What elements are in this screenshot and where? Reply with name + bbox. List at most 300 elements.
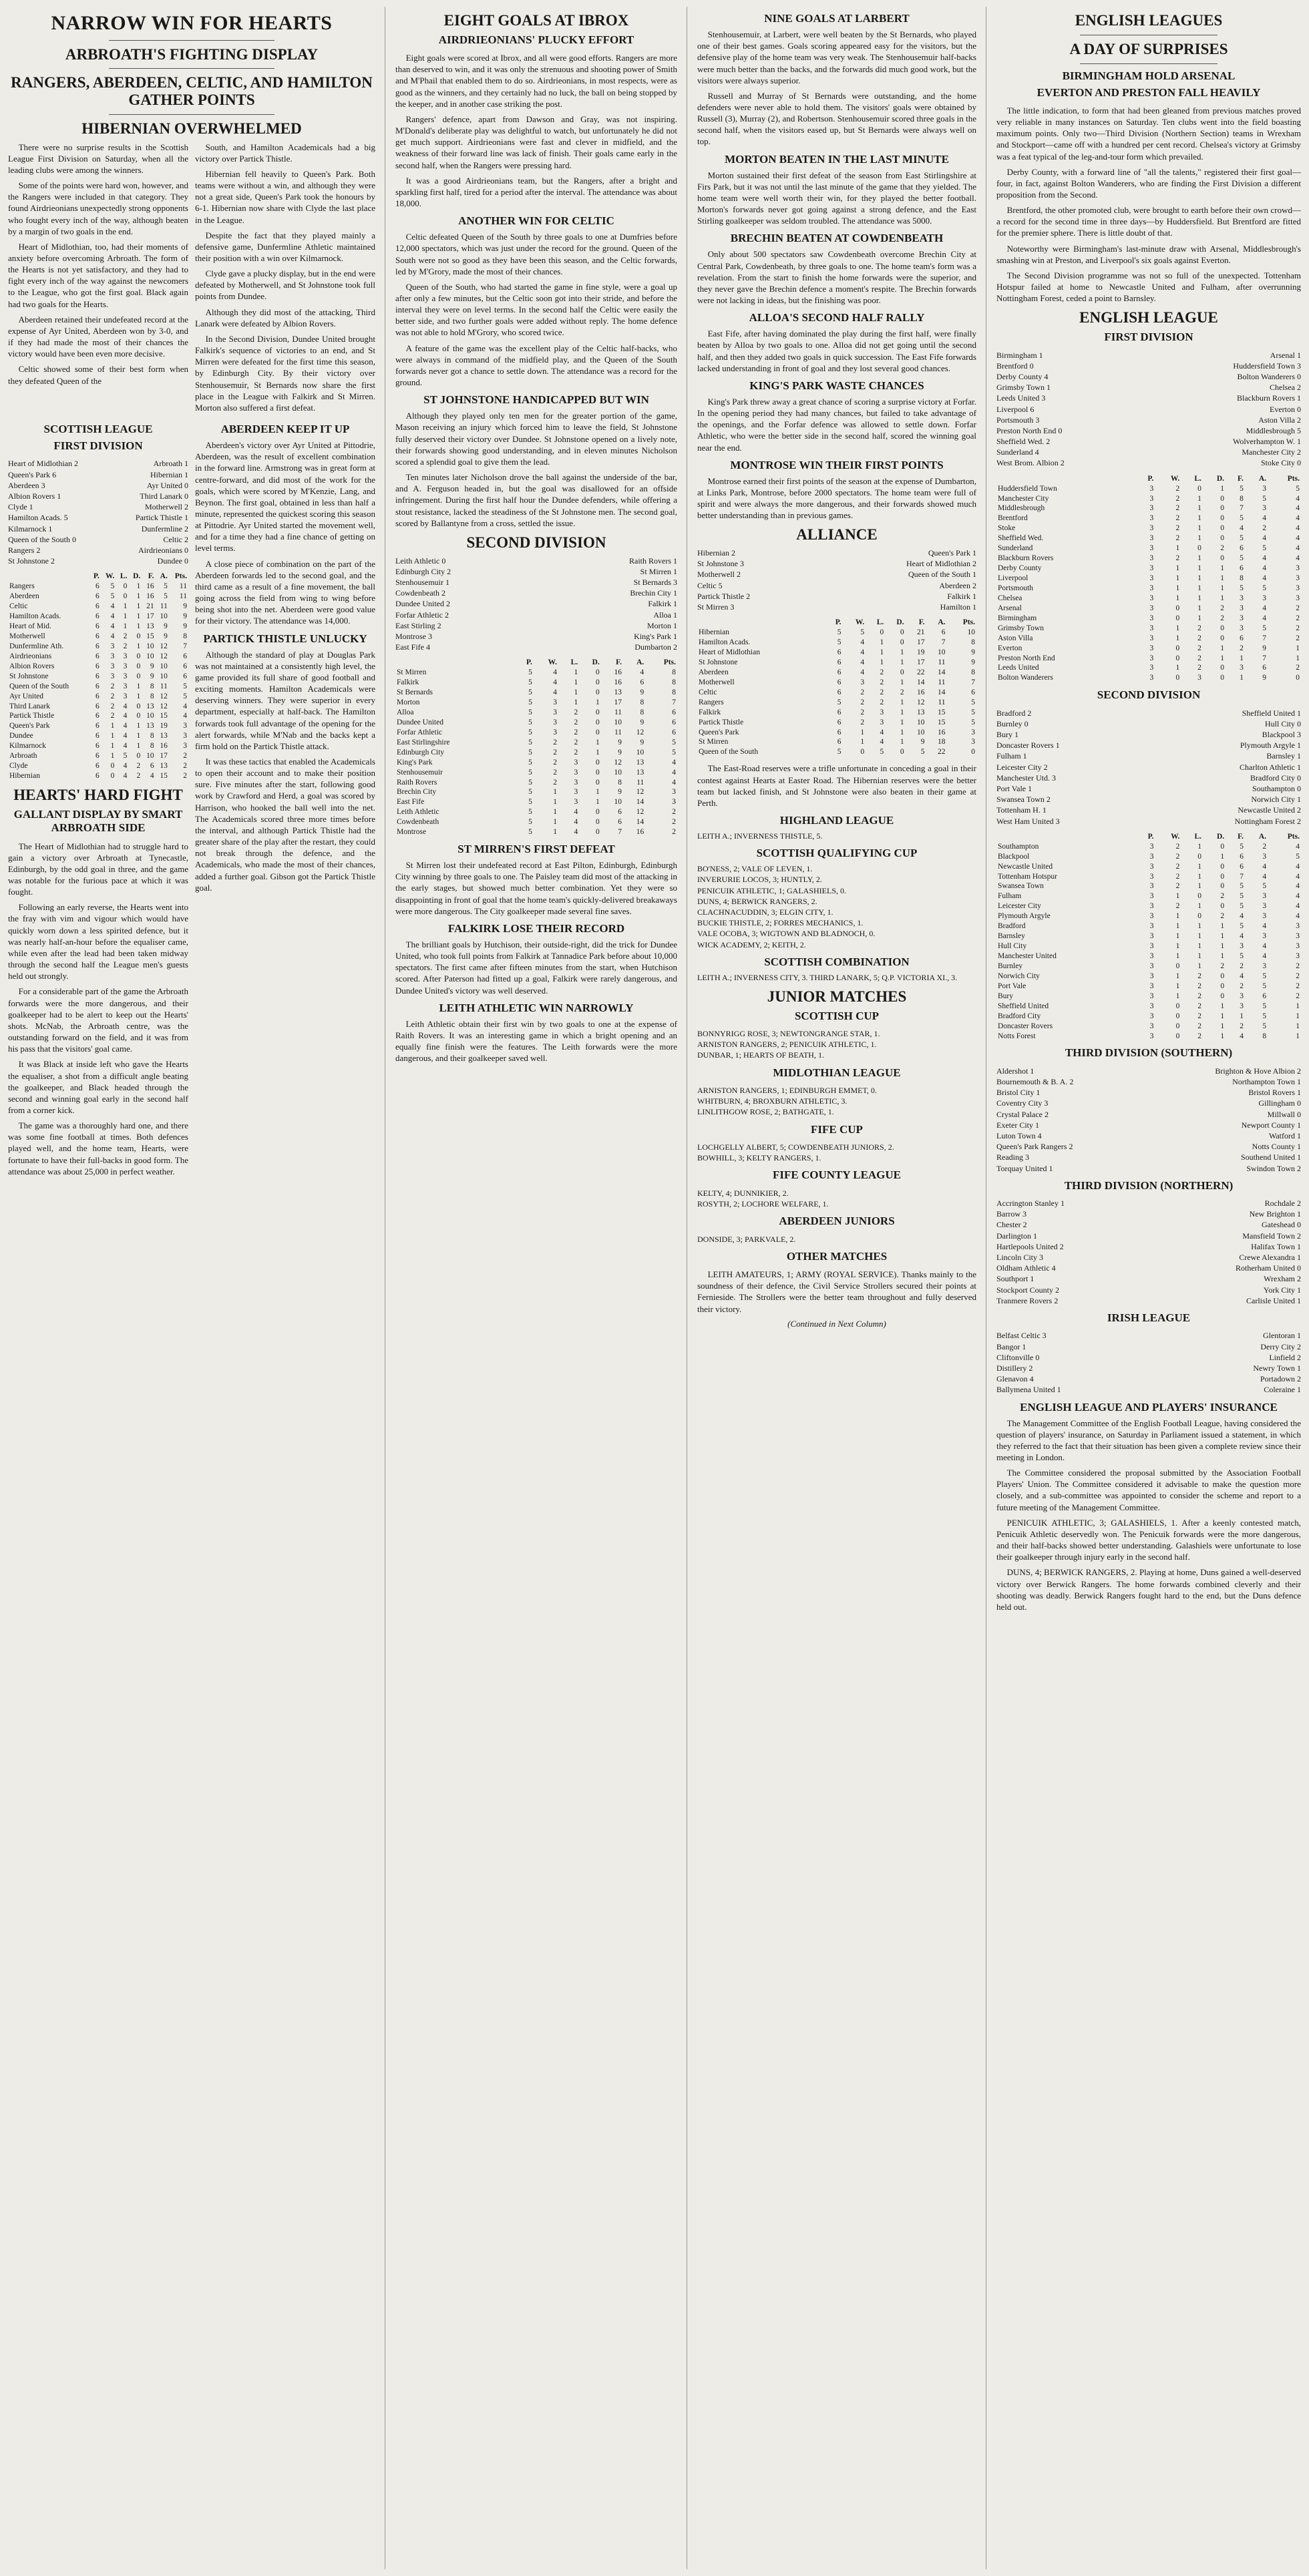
stat-cell: 3 <box>1149 932 1154 941</box>
result-row <box>996 404 1301 415</box>
team-name: Swansea Town <box>998 882 1044 891</box>
team-name: Manchester City <box>998 494 1049 503</box>
stat-cell: 22 <box>938 748 946 757</box>
home-team: Stockport County 2 <box>996 1285 1060 1295</box>
stat-cell: 5 <box>1262 1012 1267 1020</box>
stat-cell: 0 <box>1220 862 1225 871</box>
table-row <box>996 951 1301 961</box>
article-paragraph: The Management Committee of the English Football League, having considered the question of players' insurance, on Saturday in Parliament issued a statement, in which they referred to the fact that their situation has been given a complete review since their meeting in London. <box>996 1418 1301 1462</box>
stat-cell: 2 <box>123 632 128 640</box>
stat-cell: 6 <box>183 662 187 670</box>
stat-cell: 6 <box>95 682 100 690</box>
result-text: WICK ACADEMY, 2; KEITH, 2. <box>697 939 806 949</box>
result-text: WHITBURN, 4; BROXBURN ATHLETIC, 3. <box>697 1096 848 1106</box>
stat-cell: 4 <box>1240 972 1244 980</box>
stat-cell: 11 <box>614 708 622 716</box>
stat-cell: 3 <box>1149 882 1154 891</box>
away-team: Raith Rovers 1 <box>629 556 677 566</box>
stat-cell: 1 <box>1220 584 1225 592</box>
subhead-airdrieonians: AIRDRIEONIANS' PLUCKY EFFORT <box>438 33 634 46</box>
table-row <box>996 634 1301 644</box>
away-team: Motherwell 2 <box>145 502 188 512</box>
stat-cell: 3 <box>1262 961 1267 970</box>
stat-cell: 2 <box>1175 842 1180 851</box>
team-name: Partick Thistle <box>699 718 744 726</box>
home-team: Birmingham 1 <box>996 350 1043 360</box>
stat-cell: 1 <box>900 678 904 686</box>
stat-cell: 3 <box>1149 564 1154 573</box>
section-title-qualifying-cup: SCOTTISH QUALIFYING CUP <box>756 847 918 860</box>
result-row <box>996 1219 1301 1230</box>
stat-cell: 0 <box>136 662 141 670</box>
stat-cell: 1 <box>1220 1032 1225 1040</box>
stat-cell: 2 <box>1220 604 1225 612</box>
away-team: Queen's Park 1 <box>928 548 976 558</box>
result-row <box>697 939 976 950</box>
stat-cell: 3 <box>553 728 557 736</box>
team-name: East Stirlingshire <box>397 738 450 746</box>
stat-cell: 4 <box>1262 574 1267 582</box>
away-team: Newcastle United 2 <box>1238 805 1301 815</box>
stat-cell: 6 <box>95 592 100 601</box>
article-paragraph: The Heart of Midlothian had to struggle hard to gain a victory over Arbroath at Tynecastle, Edinburgh, by the odd goal in three, and the game was notable for the furious pace at which it was fought. <box>8 841 188 897</box>
result-text: DUNBAR, 1; HEARTS OF BEATH, 1. <box>697 1050 824 1060</box>
table-row <box>697 638 976 648</box>
table-row <box>996 564 1301 574</box>
stat-cell: 4 <box>1296 902 1300 911</box>
stat-cell: 15 <box>160 712 168 720</box>
table-header-cell <box>8 572 89 582</box>
team-name: Arbroath <box>9 752 37 761</box>
stat-cell: 12 <box>917 698 925 706</box>
home-team: Fulham 1 <box>996 751 1027 761</box>
stat-cell: 6 <box>941 628 946 637</box>
team-name: Celtic <box>699 688 717 696</box>
stat-cell: 3 <box>574 798 578 807</box>
stat-cell: 0 <box>1175 614 1180 622</box>
table-row <box>996 584 1301 594</box>
article-paragraph: The Committee considered the proposal submitted by the Association Football Players' Union. The Committee considered it advisable to make the question more closely, and a sub-committee was appointed to consider the scheme and report to a future meeting of the Management Committee. <box>996 1468 1301 1512</box>
headline-eight-goals-ibrox: EIGHT GOALS AT IBROX <box>443 12 629 29</box>
section-title-second-division: SECOND DIVISION <box>466 533 606 551</box>
stat-cell: 4 <box>1296 514 1300 523</box>
team-name: Manchester United <box>998 952 1057 961</box>
team-name: Bradford <box>998 922 1026 931</box>
article-paragraph: The East-Road reserves were a trifle unfortunate in conceding a goal in their contest against Hearts at Easter Road. The Hibernian reserves were the better team but lacked finish, and St Johnstone were also beaten in their game at Perth. <box>697 763 976 808</box>
home-team: Aberdeen 3 <box>8 480 45 490</box>
result-text: BUCKIE THISTLE, 2; FORRES MECHANICS, 1. <box>697 918 864 928</box>
table-header-cell: W. <box>106 572 115 581</box>
away-team: Brighton & Hove Albion 2 <box>1215 1066 1301 1076</box>
stat-cell: 3 <box>1149 902 1154 911</box>
article-paragraph: Derby County, with a forward line of "all the talents," registered their first goal—four, in fact, against Bolton Wanderers, who are finding the First Division a different proposition from the Second. <box>996 166 1301 200</box>
stat-cell: 2 <box>1296 624 1300 632</box>
stat-cell: 21 <box>917 628 925 637</box>
stat-cell: 4 <box>110 632 115 640</box>
stat-cell: 16 <box>146 582 154 591</box>
stat-cell: 3 <box>672 798 676 807</box>
stat-cell: 1 <box>1197 564 1201 573</box>
result-row <box>996 1209 1301 1219</box>
result-row <box>697 580 976 591</box>
stat-cell: 2 <box>1197 1012 1202 1020</box>
stat-cell: 3 <box>1149 594 1154 602</box>
team-name: Hibernian <box>699 628 729 637</box>
stat-cell: 3 <box>672 788 676 797</box>
result-row <box>8 545 188 556</box>
stat-cell: 7 <box>1240 504 1244 513</box>
stat-cell: 5 <box>528 808 532 817</box>
away-team: Dundee 0 <box>157 556 188 566</box>
away-team: Airdrieonians 0 <box>138 545 188 555</box>
result-text: DUNS, 4; BERWICK RANGERS, 2. <box>697 896 817 906</box>
stat-cell: 3 <box>1197 674 1201 682</box>
stat-cell: 6 <box>837 718 842 726</box>
league-block-left <box>8 417 188 1181</box>
stat-cell: 3 <box>574 758 578 767</box>
stat-cell: 6 <box>837 668 842 676</box>
result-row <box>697 874 976 885</box>
table-row <box>8 612 188 622</box>
table-row <box>395 817 677 827</box>
home-team: Reading 3 <box>996 1152 1029 1162</box>
team-name: Celtic <box>9 602 28 611</box>
stat-cell: 2 <box>1197 1032 1202 1040</box>
table-header-cell: D. <box>133 572 141 581</box>
table-row <box>395 688 677 698</box>
stat-cell: 0 <box>136 752 141 761</box>
result-row <box>697 569 976 580</box>
stat-cell: 1 <box>900 658 904 666</box>
home-team: Bristol City 1 <box>996 1088 1041 1098</box>
result-text: BOWHILL, 3; KELTY RANGERS, 1. <box>697 1153 821 1163</box>
stat-cell: 3 <box>183 742 187 750</box>
section-title-irish-league: IRISH LEAGUE <box>1107 1311 1191 1324</box>
stat-cell: 2 <box>574 718 578 726</box>
section-title-junior-matches: JUNIOR MATCHES <box>767 988 907 1005</box>
stat-cell: 1 <box>900 708 904 716</box>
stat-cell: 5 <box>1240 922 1244 931</box>
table-row <box>395 678 677 688</box>
stat-cell: 5 <box>183 692 187 700</box>
team-name: Sunderland <box>998 544 1033 553</box>
stat-cell: 13 <box>636 758 644 767</box>
stat-cell: 2 <box>1197 992 1202 1000</box>
team-name: Bradford City <box>998 1012 1041 1020</box>
result-row <box>996 1384 1301 1395</box>
stat-cell: 2 <box>1175 554 1180 563</box>
home-team: East Fife 4 <box>395 642 430 652</box>
home-team: Queen's Park Rangers 2 <box>996 1142 1073 1152</box>
result-row <box>8 556 188 566</box>
result-row <box>8 480 188 491</box>
stat-cell: 2 <box>553 778 557 787</box>
team-name: Bury <box>998 992 1013 1000</box>
stat-cell: 1 <box>136 682 141 690</box>
stat-cell: 0 <box>596 808 600 817</box>
stat-cell: 8 <box>618 778 622 787</box>
stat-cell: 2 <box>1296 972 1300 980</box>
headline-narrow-win: NARROW WIN FOR HEARTS <box>51 12 333 34</box>
stat-cell: 3 <box>1149 634 1154 642</box>
stat-cell: 1 <box>136 722 141 730</box>
stat-cell: 1 <box>1197 504 1201 513</box>
results-list <box>697 1234 976 1245</box>
stat-cell: 12 <box>160 692 168 700</box>
table-header-cell: D. <box>592 658 600 667</box>
stat-cell: 0 <box>136 652 141 660</box>
stat-cell: 2 <box>880 668 884 676</box>
stat-cell: 5 <box>528 818 532 827</box>
stat-cell: 4 <box>1262 942 1267 951</box>
article-paragraph: Only about 500 spectators saw Cowdenbeath overcome Brechin City at Central Park, Cowdenbeath, by three goals to one. The home team's form was a revelation. From the start to finish the home forwards were the superior, and they never gave the Brechin defence a moment's respite. The Brechin forwards were not lacking in ideas, but the finishing was poor. <box>697 249 976 306</box>
team-name: Falkirk <box>699 708 721 716</box>
column-ibrox-second-division <box>387 0 685 2576</box>
table-row <box>697 708 976 718</box>
home-team: St Johnstone 3 <box>697 559 745 569</box>
team-name: St Mirren <box>699 738 729 746</box>
table-header-cell: P. <box>93 572 100 581</box>
league-table <box>996 832 1301 1042</box>
stat-cell: 12 <box>614 758 622 767</box>
away-team: Watford 1 <box>1268 1130 1301 1140</box>
results-list <box>697 863 976 950</box>
stat-cell: 2 <box>1296 992 1300 1000</box>
table-header-cell: A. <box>938 618 946 627</box>
away-team: St Mirren 1 <box>640 566 677 576</box>
home-team: Bournemouth & B. A. 2 <box>996 1077 1074 1087</box>
stat-cell: 1 <box>553 798 557 807</box>
stat-cell: 3 <box>1296 932 1300 941</box>
subhead-everton-preston: EVERTON AND PRESTON FALL HEAVILY <box>1037 85 1261 99</box>
table-row <box>996 544 1301 554</box>
team-name: Portsmouth <box>998 584 1034 592</box>
table-row <box>996 673 1301 683</box>
stat-cell: 3 <box>1149 604 1154 612</box>
stat-cell: 1 <box>136 692 141 700</box>
table-header-cell: F. <box>616 658 622 667</box>
home-team: Stenhousemuir 1 <box>395 577 449 587</box>
article-paragraph: Stenhousemuir, at Larbert, were well beaten by the St Bernards, who played one of their best games. Goals scoring appeared easy for the visitors, but the defensive play of the home team was very weak. The Stenhousemuir half-backs were much better than the backs, and the forwards did much good work, but the visitors were always superior. <box>697 29 976 85</box>
stat-cell: 3 <box>1149 942 1154 951</box>
stat-cell: 0 <box>1175 674 1180 682</box>
stat-cell: 5 <box>110 592 115 601</box>
away-team: Norwich City 1 <box>1251 795 1301 805</box>
result-row <box>697 1199 976 1209</box>
away-team: Halifax Town 1 <box>1251 1241 1301 1251</box>
stat-cell: 13 <box>160 762 168 771</box>
table-header-cell: D. <box>896 618 904 627</box>
stat-cell: 18 <box>938 738 946 746</box>
result-row <box>996 1273 1301 1284</box>
stat-cell: 4 <box>672 758 676 767</box>
stat-cell: 1 <box>1220 952 1225 961</box>
stat-cell: 0 <box>136 712 141 720</box>
result-row <box>996 1231 1301 1241</box>
stat-cell: 2 <box>1197 972 1202 980</box>
stat-cell: 0 <box>1220 872 1225 881</box>
stat-cell: 1 <box>574 688 578 697</box>
home-team: Portsmouth 3 <box>996 415 1040 425</box>
stat-cell: 1 <box>1197 942 1202 951</box>
stat-cell: 5 <box>837 628 842 637</box>
home-team: Swansea Town 2 <box>996 795 1051 805</box>
home-team: Edinburgh City 2 <box>395 566 451 576</box>
table-row <box>8 662 188 672</box>
stat-cell: 5 <box>837 638 842 647</box>
stat-cell: 9 <box>971 648 975 657</box>
stat-cell: 0 <box>596 678 600 687</box>
away-team: Blackburn Rovers 1 <box>1237 393 1301 403</box>
team-name: Chelsea <box>998 594 1022 602</box>
result-text: BONNYRIGG ROSE, 3; NEWTONGRANGE STAR, 1. <box>697 1029 880 1039</box>
stat-cell: 4 <box>1262 952 1267 961</box>
stat-cell: 1 <box>860 728 865 736</box>
article-paragraph: Clyde gave a plucky display, but in the end were defeated by Motherwell, and St Johnstone took full points from Dundee. <box>195 268 375 302</box>
home-team: Crystal Palace 2 <box>996 1109 1049 1119</box>
result-row <box>996 1330 1301 1341</box>
stat-cell: 1 <box>110 722 115 730</box>
table-row <box>395 797 677 807</box>
stat-cell: 1 <box>1175 972 1180 980</box>
stat-cell: 8 <box>150 692 154 700</box>
table-header-cell <box>395 658 515 668</box>
stat-cell: 6 <box>672 708 676 716</box>
table-row <box>996 1002 1301 1012</box>
stat-cell: 1 <box>596 798 600 807</box>
table-row <box>996 503 1301 513</box>
stat-cell: 4 <box>672 778 676 787</box>
stat-cell: 19 <box>160 722 168 730</box>
home-team: Tranmere Rovers 2 <box>996 1295 1059 1305</box>
stat-cell: 1 <box>1175 634 1180 642</box>
table-header-cell: F. <box>1238 832 1244 841</box>
result-text: ROSYTH, 2; LOCHORE WELFARE, 1. <box>697 1199 829 1209</box>
team-name: Albion Rovers <box>9 662 55 670</box>
team-name: Middlesbrough <box>998 504 1045 513</box>
stat-cell: 1 <box>553 808 557 817</box>
table-row <box>8 721 188 731</box>
team-name: Forfar Athletic <box>397 728 443 736</box>
away-team: Gillingham 0 <box>1258 1098 1301 1108</box>
away-team: New Brighton 1 <box>1249 1209 1301 1219</box>
stat-cell: 5 <box>528 758 532 767</box>
stat-cell: 7 <box>672 698 676 707</box>
home-team: Darlington 1 <box>996 1231 1037 1241</box>
article-paragraph: There were no surprise results in the Scottish League First Division on Saturday, when all the leading clubs were among the winners. <box>8 142 188 175</box>
team-name: Cowdenbeath <box>397 818 439 827</box>
away-team: Aberdeen 2 <box>939 580 976 590</box>
stat-cell: 6 <box>95 582 100 591</box>
stat-cell: 14 <box>938 688 946 696</box>
stat-cell: 5 <box>528 738 532 746</box>
section-title-other-matches: OTHER MATCHES <box>786 1249 888 1263</box>
stat-cell: 10 <box>146 712 154 720</box>
table-header-cell: P. <box>1147 474 1154 483</box>
away-team: Celtic 2 <box>163 534 188 544</box>
section-title-midlothian-league: MIDLOTHIAN LEAGUE <box>773 1066 901 1079</box>
headline-st-johnstone: ST JOHNSTONE HANDICAPPED BUT WIN <box>423 393 649 407</box>
home-team: St Mirren 3 <box>697 602 735 612</box>
article-paragraph: The little indication, to form that had been gleaned from previous matches proved very reliable in many instances on Saturday. Ten clubs went into the field boasting maximum points. Only two—Third Division (Northern Section) teams in Wrexham and Stockport—came off with a hundred per cent record. Chelsea's victory at Grimsby was a feat typical of the leg-and-tour form which prevailed. <box>996 105 1301 162</box>
stat-cell: 1 <box>900 728 904 736</box>
column-english-leagues <box>988 0 1309 2576</box>
stat-cell: 3 <box>123 662 128 670</box>
stat-cell: 5 <box>528 798 532 807</box>
stat-cell: 3 <box>553 698 557 707</box>
stat-cell: 4 <box>123 712 128 720</box>
stat-cell: 1 <box>1175 982 1180 990</box>
stat-cell: 5 <box>1240 554 1244 563</box>
stat-cell: 2 <box>1296 614 1300 622</box>
section-title-fife-cup: FIFE CUP <box>811 1122 863 1136</box>
stat-cell: 6 <box>618 808 622 817</box>
stat-cell: 10 <box>146 652 154 660</box>
stat-cell: 2 <box>672 818 676 827</box>
table-row <box>697 728 976 738</box>
table-row <box>996 931 1301 941</box>
team-name: Hull City <box>998 942 1027 951</box>
result-row <box>996 1066 1301 1076</box>
stat-cell: 2 <box>553 768 557 777</box>
home-team: Southport 1 <box>996 1274 1035 1284</box>
stat-cell: 2 <box>1296 634 1300 642</box>
stat-cell: 10 <box>614 798 622 807</box>
column-larbert-alliance-juniors <box>689 0 984 2576</box>
table-header-cell: W. <box>548 658 557 667</box>
table-row <box>8 642 188 652</box>
stat-cell: 6 <box>837 658 842 666</box>
stat-cell: 6 <box>150 762 154 771</box>
stat-cell: 12 <box>160 702 168 710</box>
home-team: Kilmarnock 1 <box>8 523 53 533</box>
stat-cell: 1 <box>1197 604 1201 612</box>
stat-cell: 4 <box>860 658 865 666</box>
stat-cell: 5 <box>1262 544 1267 553</box>
table-header-cell: W. <box>855 618 865 627</box>
stat-cell: 7 <box>183 642 187 650</box>
table-header-row <box>996 832 1301 842</box>
team-name: Southampton <box>998 842 1039 851</box>
home-team: Port Vale 1 <box>996 784 1033 794</box>
stat-cell: 1 <box>1220 922 1225 931</box>
stat-cell: 9 <box>920 738 925 746</box>
stat-cell: 6 <box>640 678 644 687</box>
stat-cell: 9 <box>164 632 168 640</box>
stat-cell: 2 <box>1197 634 1201 642</box>
stat-cell: 5 <box>1240 952 1244 961</box>
stat-cell: 1 <box>1220 594 1225 602</box>
result-row <box>996 393 1301 403</box>
away-team: Wrexham 2 <box>1264 1274 1301 1284</box>
stat-cell: 16 <box>636 828 644 837</box>
article-paragraph: Following an early reverse, the Hearts went into the fray with vim and vigour which would have quickly worn down a less spirited defence, but it was nearly half-an-hour before the equaliser came, while even after the lead had been taken midway through the second half the League men's guests held out strongly. <box>8 902 188 982</box>
stat-cell: 19 <box>917 648 925 657</box>
stat-cell: 11 <box>636 778 644 787</box>
stat-cell: 2 <box>574 748 578 757</box>
stat-cell: 1 <box>1220 942 1225 951</box>
subhead-birmingham-hold-arsenal: BIRMINGHAM HOLD ARSENAL <box>1062 69 1236 82</box>
home-team: Heart of Midlothian 2 <box>8 459 78 469</box>
away-team: Gateshead 0 <box>1262 1220 1301 1230</box>
result-row <box>996 729 1301 740</box>
stat-cell: 4 <box>123 722 128 730</box>
table-header-cell <box>697 618 825 628</box>
stat-cell: 0 <box>1175 654 1180 662</box>
result-row <box>996 457 1301 468</box>
stat-cell: 1 <box>1197 584 1201 592</box>
table-row <box>697 698 976 708</box>
